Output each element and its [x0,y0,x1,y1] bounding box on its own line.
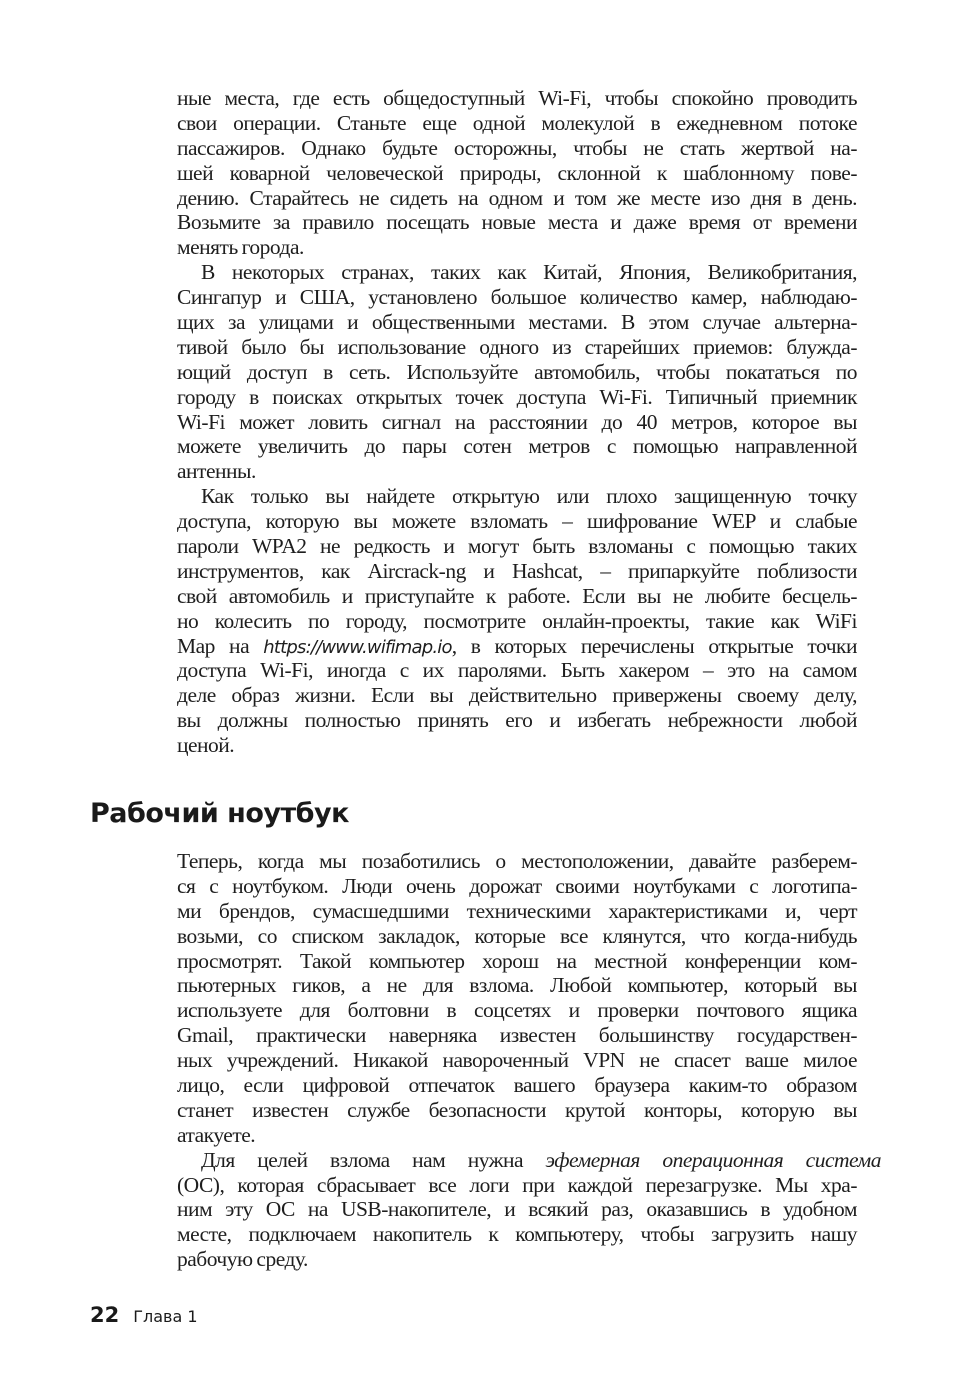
text-line: ных учреждений. Никакой навороченный VPN не спасет ваше милое [177,1048,857,1073]
text-line: Сингапур и США, установлено большое количество камер, наблюдаю- [177,285,857,310]
text-line: Gmail, практически наверняка известен большинству государствен- [177,1023,857,1048]
paragraph [177,1147,882,1272]
text-fragment: , в которых перечислены открытые точки [451,633,857,658]
text-line: инструментов, как Aircrack-ng и Hashcat, – припаркуйте поблизости [177,558,857,583]
text-line: Как только вы найдете открытую или плохо защищенную точку [201,484,857,509]
paragraph [177,86,857,260]
text-line: щих за улицами и общественными местами. В этом случае альтерна- [177,310,857,335]
text-line: менять города. [177,235,304,260]
text-line: (ОС), которая сбрасывает все логи при каждой перезагрузке. Мы хра- [177,1172,857,1197]
text-line: атакуете. [177,1122,256,1147]
text-line: ные места, где есть общедоступный Wi-Fi, чтобы спокойно проводить [177,86,857,110]
text-line: антенны. [177,459,256,484]
text-line: городу в поисках открытых точек доступа Wi-Fi. Типичный приемник [177,384,857,409]
text-line: доступа, которую вы можете взломать – шифрование WEP и слабые [177,509,857,534]
emphasis-term: эфемерная операционная система [545,1147,882,1172]
text-line: ющий доступ в сеть. Используйте автомобиль, чтобы покататься по [177,359,857,384]
text-line: ми брендов, сумасшедшими техническими характеристиками и, черт [177,898,857,923]
text-line: тивой было бы использование одного из старейших приемов: блужда- [177,334,857,359]
text-fragment: Map на [177,633,264,658]
text-line: просмотрят. Такой компьютер хорош на местной конференции ком- [177,948,857,973]
text-line: лицо, если цифровой отпечаток вашего браузера каким-то образом [177,1073,857,1098]
text-line-with-url [177,634,857,659]
section-2-text [177,849,882,1272]
text-line: используете для болтовни в соцсетях и проверки почтового ящика [177,998,857,1023]
chapter-label: Глава 1 [133,1307,198,1326]
section-1-text [177,86,857,758]
paragraph [177,484,857,758]
text-line: В некоторых странах, таких как Китай, Япония, Великобритания, [201,260,857,285]
section-heading: Рабочий ноутбук [90,798,349,829]
text-line: деле образ жизни. Если вы действительно привержены своему делу, [177,683,857,708]
text-line: доступа Wi-Fi, иногда с их паролями. Быть хакером – это на самом [177,658,857,683]
text-fragment: Для целей взлома нам нужна [200,1147,546,1172]
text-line: шей коварной человеческой природы, склонной к шаблонному пове- [177,160,857,185]
text-line: ценой. [177,733,235,758]
paragraph [177,260,857,484]
text-line: свои операции. Станьте еще одной молекулой в ежедневном потоке [177,110,857,135]
text-line: станет известен службе безопасности крутой конторы, которую вы [177,1097,857,1122]
page-number: 22 [90,1303,120,1327]
text-line: дению. Старайтесь не сидеть на одном и том же месте изо дня в день. [177,185,857,210]
text-line: свой автомобиль и приступайте к работе. Если вы не любите бесцель- [177,583,857,608]
text-line: Wi-Fi может ловить сигнал на расстоянии до 40 метров, которое вы [177,409,857,434]
wifimap-url-link[interactable]: https://www.wifimap.io [263,636,452,658]
text-line: месте, подключаем накопитель к компьютеру, чтобы загрузить нашу [177,1222,857,1247]
text-line: пароли WPA2 не редкость и могут быть взломаны с помощью таких [177,534,857,559]
text-line: вы должны полностью принять его и избегать небрежности любой [177,708,857,733]
text-line: возьми, со списком закладок, которые все клянутся, что когда-нибудь [177,923,857,948]
text-line: Теперь, когда мы позаботились о местоположении, давайте разберем- [177,849,857,873]
text-line: но колесить по городу, посмотрите онлайн-проекты, такие как WiFi [177,608,857,633]
page-footer [90,1303,198,1327]
text-line: пьютерных гиков, а не для взлома. Любой компьютер, который вы [177,973,857,998]
text-line: пассажиров. Однако будьте осторожны, чтобы не стать жертвой на- [177,135,857,160]
text-line: рабочую среду. [177,1247,308,1272]
text-line: можете увеличить до пары сотен метров с помощью направленной [177,434,857,459]
text-line: Возьмите за правило посещать новые места и даже время от времени [177,210,857,235]
text-line-with-emphasis [177,1148,881,1173]
text-line: ся с ноутбуком. Люди очень дорожат своими ноутбуками с логотипа- [177,873,857,898]
paragraph [177,849,857,1148]
text-line: ним эту ОС на USB-накопителе, и всякий раз, оказавшись в удобном [177,1197,857,1222]
